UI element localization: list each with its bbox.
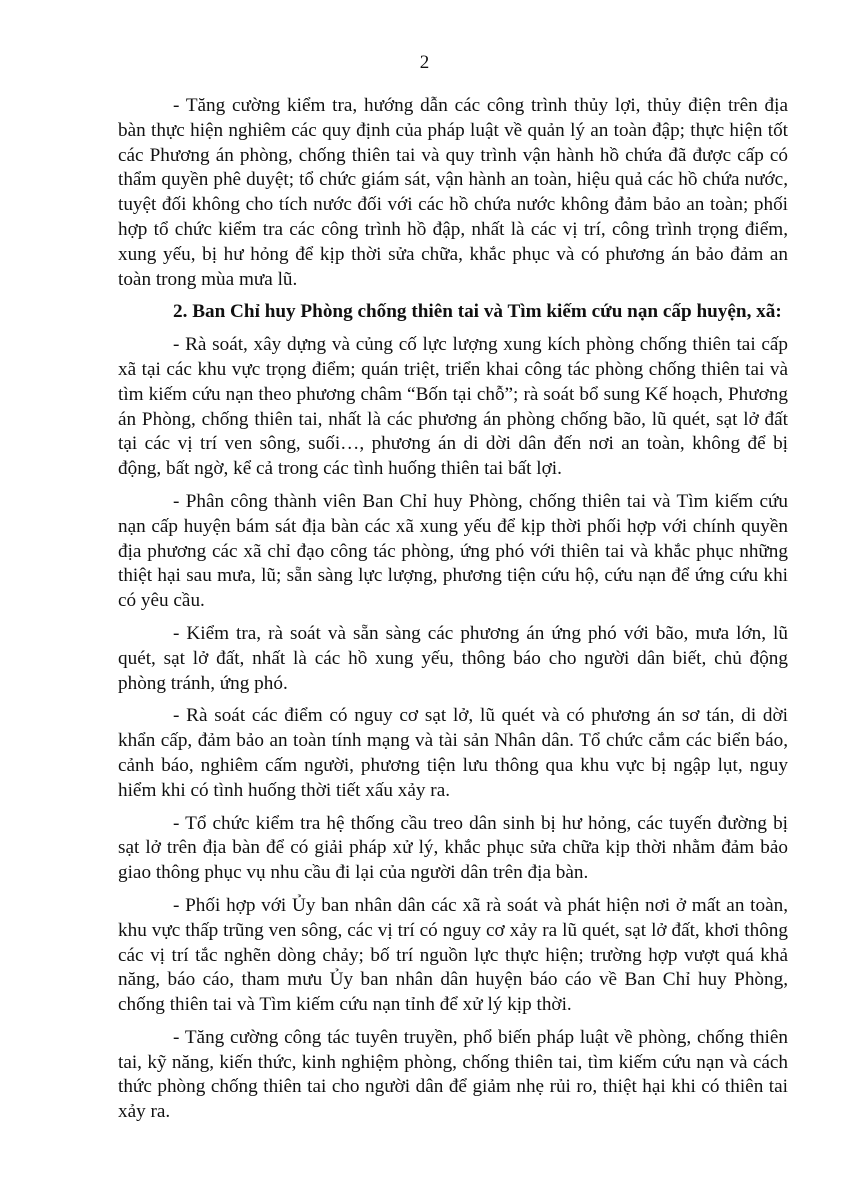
paragraph-evacuation: - Rà soát các điểm có nguy cơ sạt lở, lũ quét và có phương án sơ tán, di dời khẩn cấp, đảm bảo an toàn tính mạng và tài sản Nhân dân. Tổ chức cắm các biển báo, cảnh báo, nghiêm cấm người, phương tiện lưu thông qua khu vực bị ngập lụt, nguy hiểm khi có tình huống thời tiết xấu xảy ra. — [118, 705, 788, 801]
paragraph-rescue-force: - Rà soát, xây dựng và củng cố lực lượng xung kích phòng chống thiên tai cấp xã tại các khu vực trọng điểm; quán triệt, triển khai công tác phòng chống thiên tai và tìm kiếm cứu nạn theo phương châm “Bốn tại chỗ”; rà soát bổ sung Kế hoạch, Phương án Phòng, chống thiên tai, nhất là các phương án phòng chống bão, lũ quét, sạt lở đất tại các vị trí ven sông, suối…, phương án di dời dân đến nơi an toàn, không để bị động, bất ngờ, kể cả trong các tình huống thiên tai bất lợi. — [118, 334, 788, 480]
page-number: 2 — [419, 52, 430, 73]
paragraph-assign-members: - Phân công thành viên Ban Chỉ huy Phòng, chống thiên tai và Tìm kiếm cứu nạn cấp huyện bám sát địa bàn các xã xung yếu để kịp thời phối hợp với chính quyền địa phương các xã chỉ đạo công tác phòng, ứng phó với thiên tai và khắc phục những thiệt hại sau mưa, lũ; sẵn sàng lực lượng, phương tiện cứu hộ, cứu nạn để ứng cứu khi có yêu cầu. — [118, 490, 788, 612]
document-body — [118, 94, 788, 1133]
section-heading-2: 2. Ban Chỉ huy Phòng chống thiên tai và Tìm kiếm cứu nạn cấp huyện, xã: — [173, 301, 782, 323]
paragraph-response-plans: - Kiểm tra, rà soát và sẵn sàng các phương án ứng phó với bão, mưa lớn, lũ quét, sạt lở đất, nhất là các hồ xung yếu, thông báo cho người dân biết, chủ động phòng tránh, ứng phó. — [118, 622, 788, 694]
paragraph-dam-safety: - Tăng cường kiểm tra, hướng dẫn các công trình thủy lợi, thủy điện trên địa bàn thực hiện nghiêm các quy định của pháp luật về quản lý an toàn đập; thực hiện tốt các Phương án phòng, chống thiên tai và quy trình vận hành hồ chứa đã được cấp có thẩm quyền phê duyệt; tổ chức giám sát, vận hành an toàn, hiệu quả các hồ chứa nước, tuyệt đối không cho tích nước đối với các hồ chứa nước không đảm bảo an toàn; phối hợp tổ chức kiểm tra các công trình hồ đập, nhất là các vị trí, công trình trọng điểm, xung yếu, bị hư hỏng để kịp thời sửa chữa, khắc phục và có phương án bảo đảm an toàn trong mùa mưa lũ. — [118, 95, 788, 290]
paragraph-coordination: - Phối hợp với Ủy ban nhân dân các xã rà soát và phát hiện nơi ở mất an toàn, khu vực thấp trũng ven sông, các vị trí có nguy cơ xảy ra lũ quét, sạt lở đất, khơi thông các vị trí tắc nghẽn dòng chảy; bố trí nguồn lực thực hiện; trường hợp vượt quá khả năng, báo cáo, tham mưu Ủy ban nhân dân huyện báo cáo về Ban Chỉ huy Phòng, chống thiên tai và Tìm kiếm cứu nạn tỉnh để xử lý kịp thời. — [118, 894, 788, 1016]
paragraph-bridges-roads: - Tổ chức kiểm tra hệ thống cầu treo dân sinh bị hư hỏng, các tuyến đường bị sạt lở trên địa bàn để có giải pháp xử lý, khắc phục sửa chữa kịp thời nhằm đảm bảo giao thông phục vụ nhu cầu đi lại của người dân trên địa bàn. — [118, 812, 788, 884]
paragraph-communication: - Tăng cường công tác tuyên truyền, phổ biến pháp luật về phòng, chống thiên tai, kỹ năng, kiến thức, kinh nghiệm phòng, chống thiên tai, tìm kiếm cứu nạn và cách thức phòng chống thiên tai cho người dân để giảm nhẹ rủi ro, thiệt hại khi có thiên tai xảy ra. — [118, 1026, 788, 1123]
